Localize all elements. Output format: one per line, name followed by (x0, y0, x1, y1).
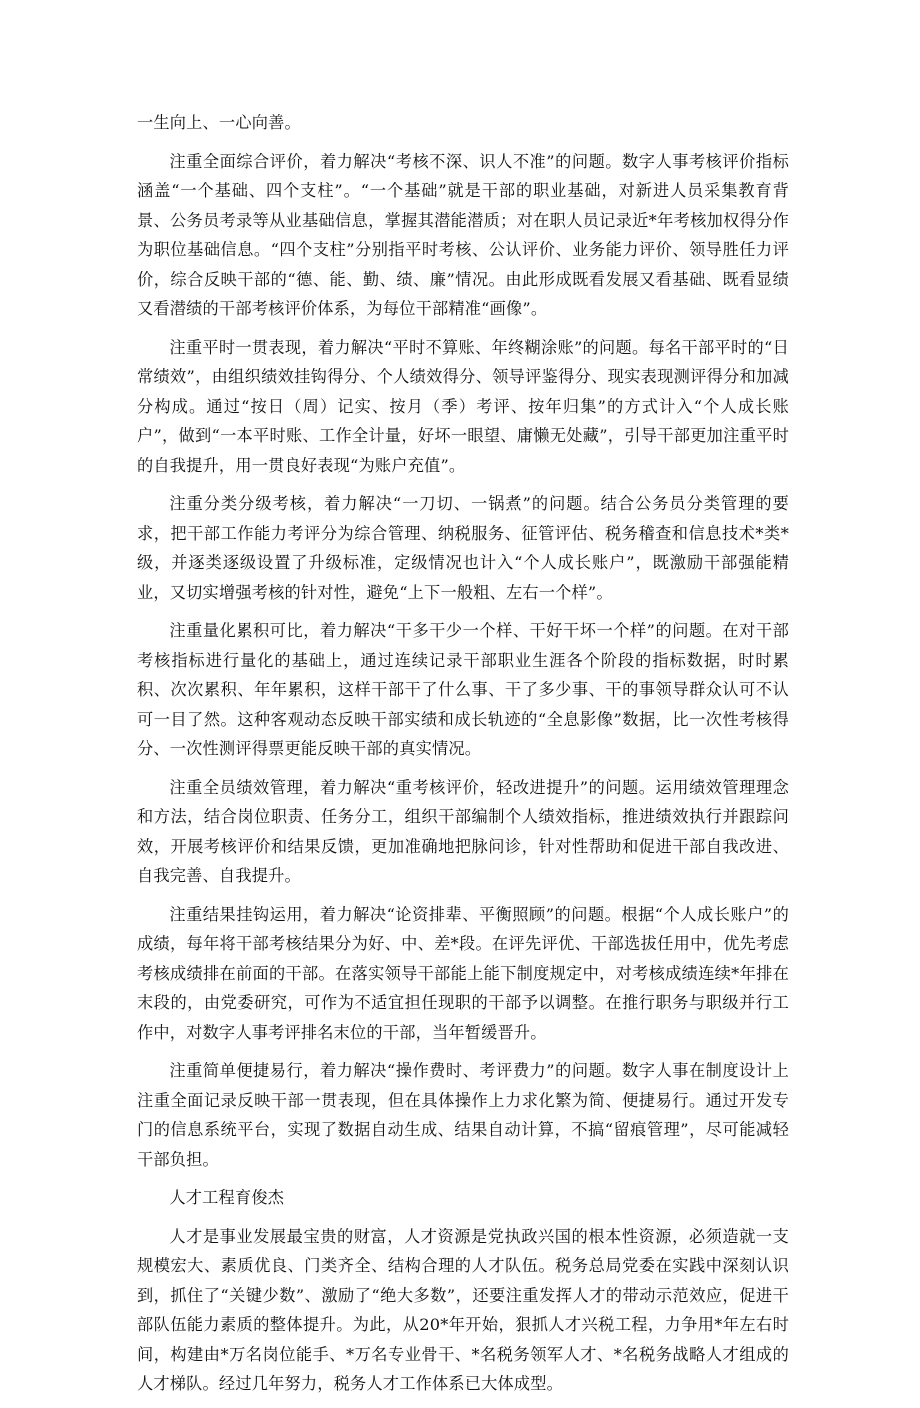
paragraph-simple-operation: 注重简单便捷易行，着力解决“操作费时、考评费力”的问题。数字人事在制度设计上注重全面记录反映干部一贯表现，但在具体操作上力求化繁为简、便捷易行。通过开发专门的信息系统平台，实现了数据自动生成、结果自动计算，不搞“留痕管理”，尽可能减轻干部负担。 (137, 1061, 789, 1169)
paragraph-result-application: 注重结果挂钩运用，着力解决“论资排辈、平衡照顾”的问题。根据“个人成长账户”的成绩，每年将干部考核结果分为好、中、差*段。在评先评优、干部选拔任用中，优先考虑考核成绩排在前面的干部。在落实领导干部能上能下制度规定中，对考核成绩连续*年排在末段的，由党委研究，可作为不适宜担任现职的干部予以调整。在推行职务与职级并行工作中，对数字人事考评排名末位的干部，当年暂缓晋升。 (137, 904, 789, 1042)
paragraph-classified-assessment: 注重分类分级考核，着力解决“一刀切、一锅煮”的问题。结合公务员分类管理的要求，把干部工作能力考评分为综合管理、纳税服务、征管评估、税务稽查和信息技术*类*级，并逐类逐级设置了升级标准，定级情况也计入“个人成长账户”，既激励干部强能精业，又切实增强考核的针对性，避免“上下一般粗、左右一个样”。 (137, 494, 789, 602)
section-heading: 人才工程育俊杰 (169, 1188, 285, 1207)
paragraph-comprehensive-evaluation: 注重全面综合评价，着力解决“考核不深、识人不准”的问题。数字人事考核评价指标涵盖“一个基础、四个支柱”。“一个基础”就是干部的职业基础，对新进人员采集教育背景、公务员考录等从业基础信息，掌握其潜能潜质；对在职人员记录近*年考核加权得分作为职位基础信息。“四个支柱”分别指平时考核、公认评价、业务能力评价、领导胜任力评价，综合反映干部的“德、能、勤、绩、廉”情况。由此形成既看发展又看基础、既看显绩又看潜绩的干部考核评价体系，为每位干部精准“画像”。 (137, 151, 789, 318)
paragraph-talent-project: 人才是事业发展最宝贵的财富，人才资源是党执政兴国的根本性资源，必须造就一支规模宏大、素质优良、门类齐全、结构合理的人才队伍。税务总局党委在实践中深刻认识到，抓住了“关键少数”、激励了“绝大多数”，还要注重发挥人才的带动示范效应，促进干部队伍能力素质的整体提升。为此，从20*年开始，狠抓人才兴税工程，力争用*年左右时间，构建由*万名岗位能手、*万名专业骨干、*名税务领军人才、*名税务战略人才组成的人才梯队。经过几年努力，税务人才工作体系已大体成型。 (137, 1226, 789, 1393)
paragraph-quantified-accumulation: 注重量化累积可比，着力解决“干多干少一个样、干好干坏一个样”的问题。在对干部考核指标进行量化的基础上，通过连续记录干部职业生涯各个阶段的指标数据，时时累积、次次累积、年年累积，这样干部干了什么事、干了多少事、干的事领导群众认可不认可一目了然。这种客观动态反映干部实绩和成长轨迹的“全息影像”数据，比一次性考核得分、一次性测评得票更能反映干部的真实情况。 (137, 621, 789, 758)
paragraph-opening: 一生向上、一心向善。 (137, 113, 301, 132)
paragraph-performance-management: 注重全员绩效管理，着力解决“重考核评价，轻改进提升”的问题。运用绩效管理理念和方法，结合岗位职责、任务分工，组织干部编制个人绩效指标，推进绩效执行并跟踪问效，开展考核评价和结果反馈，更加准确地把脉问诊，针对性帮助和促进干部自我改进、自我完善、自我提升。 (137, 777, 789, 885)
paragraph-daily-performance: 注重平时一贯表现，着力解决“平时不算账、年终糊涂账”的问题。每名干部平时的“日常绩效”，由组织绩效挂钩得分、个人绩效得分、领导评鉴得分、现实表现测评得分和加减分构成。通过“按日（周）记实、按月（季）考评、按年归集”的方式计入“个人成长账户”，做到“一本平时账、工作全计量，好坏一眼望、庸懒无处藏”，引导干部更加注重平时的自我提升，用一贯良好表现“为账户充值”。 (137, 337, 789, 475)
document-page (137, 108, 789, 1408)
